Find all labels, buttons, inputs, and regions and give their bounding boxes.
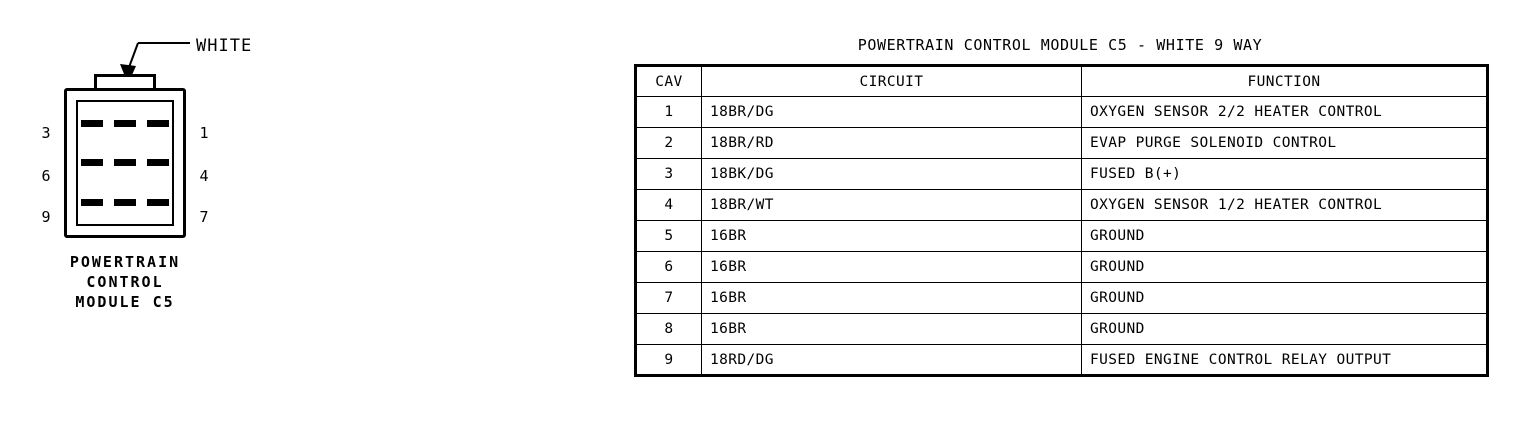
pin-cavity [147, 120, 169, 127]
connector-caption-line-3: MODULE C5 [75, 293, 175, 311]
cell-cav: 3 [636, 159, 702, 190]
pin-cavity [114, 199, 136, 206]
pin-number-left-9: 9 [41, 208, 51, 226]
table-row [636, 221, 1488, 252]
cell-function: OXYGEN SENSOR 2/2 HEATER CONTROL [1082, 97, 1488, 128]
cell-circuit: 16BR [702, 221, 1082, 252]
pin-cavity [81, 199, 103, 206]
connector-caption-line-1: POWERTRAIN [69, 253, 181, 271]
cell-function: OXYGEN SENSOR 1/2 HEATER CONTROL [1082, 190, 1488, 221]
pin-cavity [81, 159, 103, 166]
table-header-row [636, 66, 1488, 97]
pin-cavity [114, 120, 136, 127]
column-header-circuit: CIRCUIT [702, 66, 1082, 97]
connector-pin-grid [76, 104, 174, 222]
connector-caption [0, 252, 250, 312]
cell-circuit: 16BR [702, 314, 1082, 345]
cell-cav: 5 [636, 221, 702, 252]
pinout-table-title: POWERTRAIN CONTROL MODULE C5 - WHITE 9 WAY [857, 36, 1263, 54]
pin-number-left-6: 6 [41, 167, 51, 185]
cell-cav: 6 [636, 252, 702, 283]
cell-function: FUSED ENGINE CONTROL RELAY OUTPUT [1082, 345, 1488, 376]
pin-number-right-1: 1 [199, 124, 209, 142]
column-header-function: FUNCTION [1082, 66, 1488, 97]
table-row [636, 97, 1488, 128]
cell-circuit: 18RD/DG [702, 345, 1082, 376]
pinout-table-body [636, 97, 1488, 376]
cell-function: GROUND [1082, 314, 1488, 345]
connector-diagram [0, 0, 300, 428]
cell-function: GROUND [1082, 221, 1488, 252]
table-row [636, 190, 1488, 221]
cell-function: GROUND [1082, 283, 1488, 314]
table-row [636, 345, 1488, 376]
cell-cav: 2 [636, 128, 702, 159]
table-row [636, 283, 1488, 314]
cell-function: GROUND [1082, 252, 1488, 283]
cell-circuit: 16BR [702, 252, 1082, 283]
pin-cavity [114, 159, 136, 166]
cell-circuit: 18BR/DG [702, 97, 1082, 128]
pinout-panel [634, 36, 1486, 377]
cell-cav: 1 [636, 97, 702, 128]
cell-circuit: 18BR/WT [702, 190, 1082, 221]
connector-color-callout: WHITE [196, 36, 253, 56]
table-row [636, 314, 1488, 345]
pin-number-right-7: 7 [199, 208, 209, 226]
connector-caption-line-2: CONTROL [86, 273, 164, 291]
table-row [636, 252, 1488, 283]
table-row [636, 159, 1488, 190]
cell-cav: 7 [636, 283, 702, 314]
cell-function: EVAP PURGE SOLENOID CONTROL [1082, 128, 1488, 159]
cell-circuit: 18BR/RD [702, 128, 1082, 159]
column-header-cav: CAV [636, 66, 702, 97]
cell-circuit: 18BK/DG [702, 159, 1082, 190]
pin-cavity [81, 120, 103, 127]
pin-number-right-4: 4 [199, 167, 209, 185]
table-row [636, 128, 1488, 159]
pinout-table [634, 64, 1489, 377]
pin-cavity [147, 159, 169, 166]
pin-cavity [147, 199, 169, 206]
cell-circuit: 16BR [702, 283, 1082, 314]
pin-number-left-3: 3 [41, 124, 51, 142]
cell-cav: 8 [636, 314, 702, 345]
cell-cav: 4 [636, 190, 702, 221]
cell-cav: 9 [636, 345, 702, 376]
cell-function: FUSED B(+) [1082, 159, 1488, 190]
